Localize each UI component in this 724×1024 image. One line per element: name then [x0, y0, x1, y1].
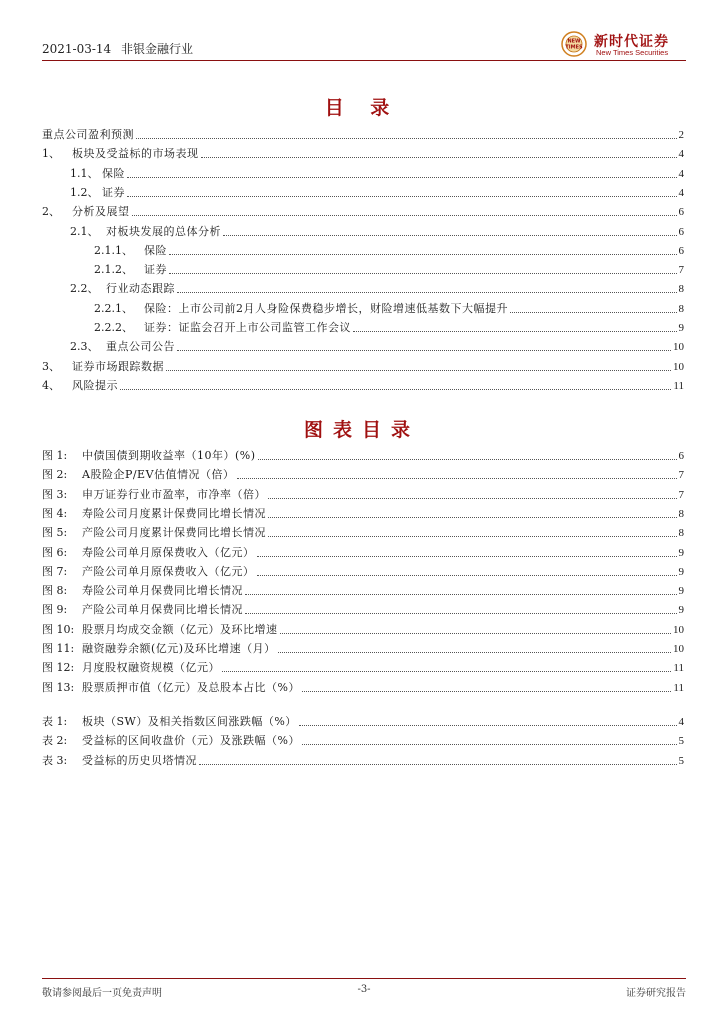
figure-entry-page: 10: [673, 623, 684, 636]
logo-text-cn: 新时代证券: [594, 34, 669, 50]
disclaimer-note: 敬请参阅最后一页免责声明: [42, 988, 162, 999]
table-entry-title: 板块（SW）及相关指数区间涨跌幅（%）: [82, 715, 297, 728]
figure-entry-page: 9: [678, 585, 684, 598]
toc-entry-page: 2: [678, 129, 684, 141]
figure-entry-page: 11: [673, 681, 684, 694]
table-entry-number: 表 3:: [42, 753, 68, 767]
figure-entry-title: 产险公司单月保费同比增长情况: [82, 603, 243, 617]
figure-entry-number: 图 10:: [42, 622, 75, 636]
figure-entry-title: 月度股权融资规模（亿元）: [82, 661, 220, 675]
toc-entry-number: 1、: [42, 147, 60, 161]
report-category: 非银金融行业: [121, 42, 194, 56]
figure-entry-number: 图 5:: [42, 526, 68, 540]
toc-entry-title: 板块及受益标的市场表现: [72, 147, 199, 161]
toc-entry-number: 4、: [42, 378, 60, 392]
figure-entry-number: 图 11:: [42, 642, 75, 655]
toc-entry-title: 对板块发展的总体分析: [106, 224, 221, 238]
dot-leader: [510, 312, 677, 313]
toc-entry-page: 9: [678, 322, 684, 334]
toc-entry-title: 风险提示: [72, 378, 118, 392]
figure-entry-number: 图 8:: [42, 584, 68, 598]
toc-entry[interactable]: [42, 375, 684, 393]
figure-entry-page: 9: [678, 565, 684, 578]
figure-entry-title: 融资融券余额(亿元)及环比增速（月）: [82, 642, 276, 655]
toc-entry-page: 8: [678, 283, 684, 296]
table-entry-page: 4: [678, 716, 684, 728]
toc-entry[interactable]: [70, 336, 684, 354]
toc-entry-page: 11: [673, 379, 684, 392]
toc-entry[interactable]: [70, 163, 684, 181]
toc-entry-title: 重点公司盈利预测: [42, 128, 134, 141]
toc-entry-page: 7: [678, 264, 684, 277]
table-entry-title: 受益标的区间收盘价（元）及涨跌幅（%）: [82, 734, 300, 748]
figure-entry-number: 图 12:: [42, 661, 75, 675]
logo-text-en: New Times Securities: [596, 48, 669, 57]
dot-leader: [268, 498, 677, 499]
page-header: [42, 30, 686, 61]
figure-entry[interactable]: [42, 522, 684, 540]
dot-leader: [199, 764, 677, 765]
figure-entry[interactable]: [42, 580, 684, 598]
toc-entry-number: 1.1、: [70, 166, 99, 180]
toc-entry[interactable]: [94, 259, 684, 277]
figure-entry[interactable]: [42, 542, 684, 560]
figure-entry[interactable]: [42, 619, 684, 637]
dot-leader: [268, 536, 677, 537]
dot-leader: [120, 389, 671, 390]
toc-entry[interactable]: [42, 356, 684, 374]
toc-entry-title: 保险: [144, 243, 167, 257]
toc-entry-number: 2.1.1、: [94, 243, 133, 257]
figure-entry-title: 产险公司单月原保费收入（亿元）: [82, 564, 255, 578]
dot-leader: [136, 138, 677, 139]
table-entry-page: 5: [678, 754, 684, 767]
dot-leader: [245, 613, 677, 614]
toc-entry-page: 8: [678, 302, 684, 315]
figure-entry-page: 8: [678, 507, 684, 520]
dot-leader: [237, 478, 677, 479]
figure-entry[interactable]: [42, 445, 684, 463]
figure-entry-title: 中债国债到期收益率（10年）(%): [82, 449, 256, 462]
dot-leader: [257, 575, 677, 576]
dot-leader: [177, 292, 677, 293]
table-entry[interactable]: [42, 750, 684, 768]
table-entry-number: 表 1:: [42, 715, 68, 728]
figure-entry-title: A股险企P/EV估值情况（倍）: [82, 468, 235, 482]
table-entry-title: 受益标的历史贝塔情况: [82, 753, 197, 767]
dot-leader: [302, 691, 671, 692]
figure-entry-number: 图 1:: [42, 449, 68, 462]
dot-leader: [169, 273, 677, 274]
dot-leader: [278, 652, 671, 653]
toc-entry-number: 2.2、: [70, 282, 99, 296]
dot-leader: [127, 177, 677, 178]
figure-entry-title: 股票质押市值（亿元）及总股本占比（%）: [82, 680, 300, 694]
toc-entry-title: 证券市场跟踪数据: [72, 359, 164, 373]
dot-leader: [280, 633, 672, 634]
dot-leader: [222, 671, 671, 672]
toc-entry-page: 6: [678, 244, 684, 257]
dot-leader: [258, 459, 677, 460]
dot-leader: [257, 556, 677, 557]
toc-entry-number: 2.2.1、: [94, 301, 133, 315]
toc-entry-page: 10: [673, 360, 684, 373]
toc-entry-page: 10: [673, 341, 684, 354]
toc-entry[interactable]: [70, 182, 684, 200]
svg-text:TIMES: TIMES: [565, 44, 583, 51]
dot-leader: [177, 350, 671, 351]
toc-entry-page: 6: [678, 206, 684, 219]
dot-leader: [223, 235, 677, 236]
toc-entry-number: 2.3、: [70, 340, 99, 354]
figure-entry-title: 股票月均成交金额（亿元）及环比增速: [82, 622, 278, 636]
figure-entry[interactable]: [42, 484, 684, 502]
figure-entry-number: 图 2:: [42, 468, 68, 482]
toc-title: 目 录: [324, 97, 400, 119]
toc-entry-number: 1.2、: [70, 185, 99, 199]
svg-text:NEW: NEW: [567, 38, 581, 45]
page-footer: [42, 978, 686, 997]
figure-entry-page: 10: [673, 643, 684, 655]
figure-entry-number: 图 9:: [42, 603, 68, 617]
figure-entry-title: 产险公司月度累计保费同比增长情况: [82, 526, 266, 540]
logo-mark-icon: [556, 30, 592, 58]
dot-leader: [299, 725, 677, 726]
dot-leader: [268, 517, 677, 518]
figure-entry-page: 7: [678, 469, 684, 482]
toc-entry-page: 4: [678, 186, 684, 199]
toc-entry-number: 2.2.2、: [94, 321, 133, 334]
figure-entry-title: 申万证券行业市盈率，市净率（倍）: [82, 487, 266, 501]
figure-entry[interactable]: [42, 657, 684, 675]
figure-entry-title: 寿险公司单月原保费收入（亿元）: [82, 545, 255, 559]
toc-entry[interactable]: [42, 124, 684, 142]
figure-entry[interactable]: [42, 503, 684, 521]
figure-entry-title: 寿险公司月度累计保费同比增长情况: [82, 506, 266, 520]
figure-entry-page: 6: [678, 450, 684, 462]
figure-entry[interactable]: [42, 638, 684, 656]
toc-entry[interactable]: [94, 240, 684, 258]
dot-leader: [132, 215, 677, 216]
toc-entry-page: 4: [678, 148, 684, 161]
figure-entry-number: 图 6:: [42, 545, 68, 559]
figure-entry-title: 寿险公司单月保费同比增长情况: [82, 584, 243, 598]
figure-entry-page: 9: [678, 604, 684, 617]
figure-entry-page: 11: [673, 662, 684, 675]
dot-leader: [166, 370, 671, 371]
toc-entry-number: 2、: [42, 205, 60, 219]
toc-entry[interactable]: [42, 201, 684, 219]
figure-entry-number: 图 3:: [42, 487, 68, 501]
figure-entry-page: 7: [678, 488, 684, 501]
figure-entry-number: 图 4:: [42, 506, 68, 520]
toc-entry-page: 6: [678, 225, 684, 238]
toc-entry-title: 证券: [102, 185, 125, 199]
table-entry-page: 5: [678, 735, 684, 748]
figure-entry-number: 图 7:: [42, 564, 68, 578]
toc-entry-number: 3、: [42, 359, 60, 373]
dot-leader: [169, 254, 677, 255]
table-entry[interactable]: [42, 730, 684, 748]
page-number: -3-: [357, 984, 371, 995]
dot-leader: [353, 331, 677, 332]
toc-entry-title: 分析及展望: [72, 205, 130, 219]
toc-entry[interactable]: [70, 278, 684, 296]
figure-entry-number: 图 13:: [42, 680, 75, 694]
toc-entry-title: 重点公司公告: [106, 340, 175, 354]
figure-entry[interactable]: [42, 599, 684, 617]
toc-entry[interactable]: [70, 221, 684, 239]
figure-entry[interactable]: [42, 561, 684, 579]
table-entry-number: 表 2:: [42, 734, 68, 748]
toc-entry[interactable]: [94, 298, 684, 316]
figure-entry[interactable]: [42, 677, 684, 695]
dot-leader: [127, 196, 677, 197]
toc-entry-title: 保险: [102, 166, 125, 180]
header-meta: [42, 40, 193, 57]
figures-title: 图表目录: [303, 419, 420, 441]
figure-entry-page: 9: [678, 546, 684, 559]
toc-entry-number: 2.1、: [70, 224, 99, 238]
table-entry[interactable]: [42, 711, 684, 729]
figure-entry[interactable]: [42, 464, 684, 482]
dot-leader: [245, 594, 677, 595]
toc-entry-title: 证券：证监会召开上市公司监管工作会议: [144, 321, 351, 334]
dot-leader: [201, 157, 677, 158]
toc-entry-title: 行业动态跟踪: [106, 282, 175, 296]
toc-entry[interactable]: [94, 317, 684, 335]
toc-entry-title: 保险：上市公司前2月人身险保费稳步增长，财险增速低基数下大幅提升: [144, 301, 508, 315]
toc-entry[interactable]: [42, 143, 684, 161]
toc-entry-title: 证券: [144, 263, 167, 277]
toc-entry-page: 4: [678, 167, 684, 180]
company-logo: [556, 30, 686, 60]
report-type: 证券研究报告: [626, 988, 686, 999]
dot-leader: [302, 744, 677, 745]
toc-entry-number: 2.1.2、: [94, 263, 133, 277]
figure-entry-page: 8: [678, 527, 684, 540]
report-date: 2021-03-14: [42, 42, 112, 56]
